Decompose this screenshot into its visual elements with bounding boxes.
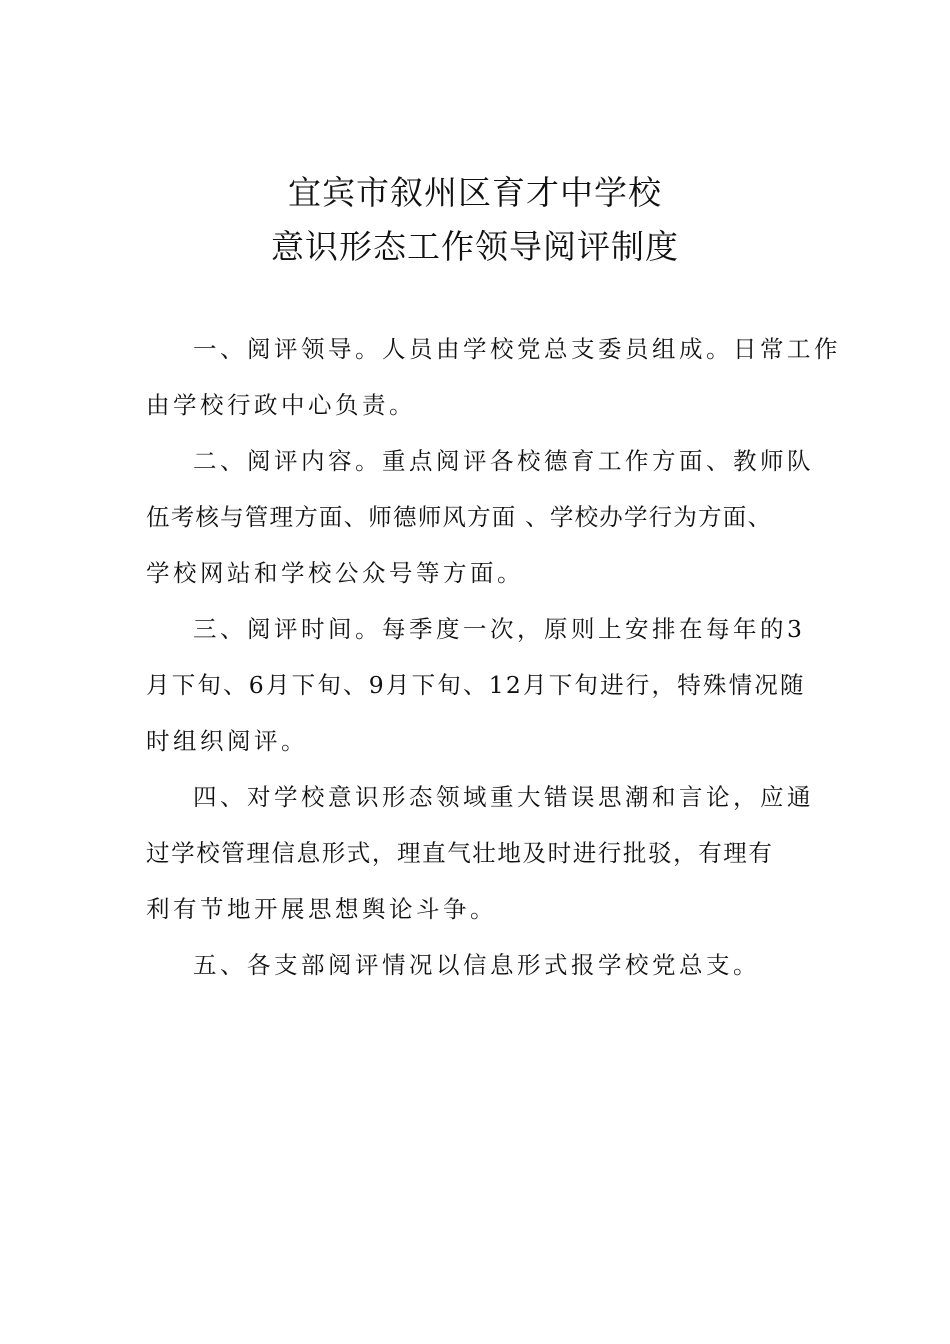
paragraph-line: 月下旬、6月下旬、9月下旬、12月下旬进行，特殊情况随 bbox=[146, 671, 806, 699]
paragraph-reviewers bbox=[146, 321, 841, 433]
paragraph-line: 五、各支部阅评情况以信息形式报学校党总支。 bbox=[193, 951, 760, 979]
paragraph-content bbox=[146, 433, 814, 601]
document-title bbox=[0, 166, 950, 274]
paragraph-line: 学校网站和学校公众号等方面。 bbox=[146, 559, 524, 587]
paragraph-line: 由学校行政中心负责。 bbox=[146, 391, 416, 419]
paragraph-line: 利有节地开展思想舆论斗争。 bbox=[146, 895, 497, 923]
title-line-regulation: 意识形态工作领导阅评制度 bbox=[271, 227, 679, 266]
paragraph-reporting bbox=[146, 937, 806, 993]
paragraph-line: 二、阅评内容。重点阅评各校德育工作方面、教师队 bbox=[193, 447, 814, 475]
paragraph-line: 过学校管理信息形式，理直气壮地及时进行批驳，有理有 bbox=[146, 839, 774, 867]
paragraph-line: 时组织阅评。 bbox=[146, 727, 308, 755]
title-line-school: 宜宾市叙州区育才中学校 bbox=[288, 173, 662, 212]
paragraph-line: 一、阅评领导。人员由学校党总支委员组成。日常工作 bbox=[193, 335, 841, 363]
document-body bbox=[146, 321, 841, 993]
paragraph-line: 四、对学校意识形态领域重大错误思潮和言论，应通 bbox=[193, 783, 814, 811]
paragraph-time bbox=[146, 601, 806, 769]
paragraph-line: 伍考核与管理方面、师德师风方面 、学校办学行为方面、 bbox=[146, 503, 773, 531]
paragraph-line: 三、阅评时间。每季度一次，原则上安排在每年的3 bbox=[193, 615, 806, 643]
paragraph-rebuttal bbox=[146, 769, 814, 937]
